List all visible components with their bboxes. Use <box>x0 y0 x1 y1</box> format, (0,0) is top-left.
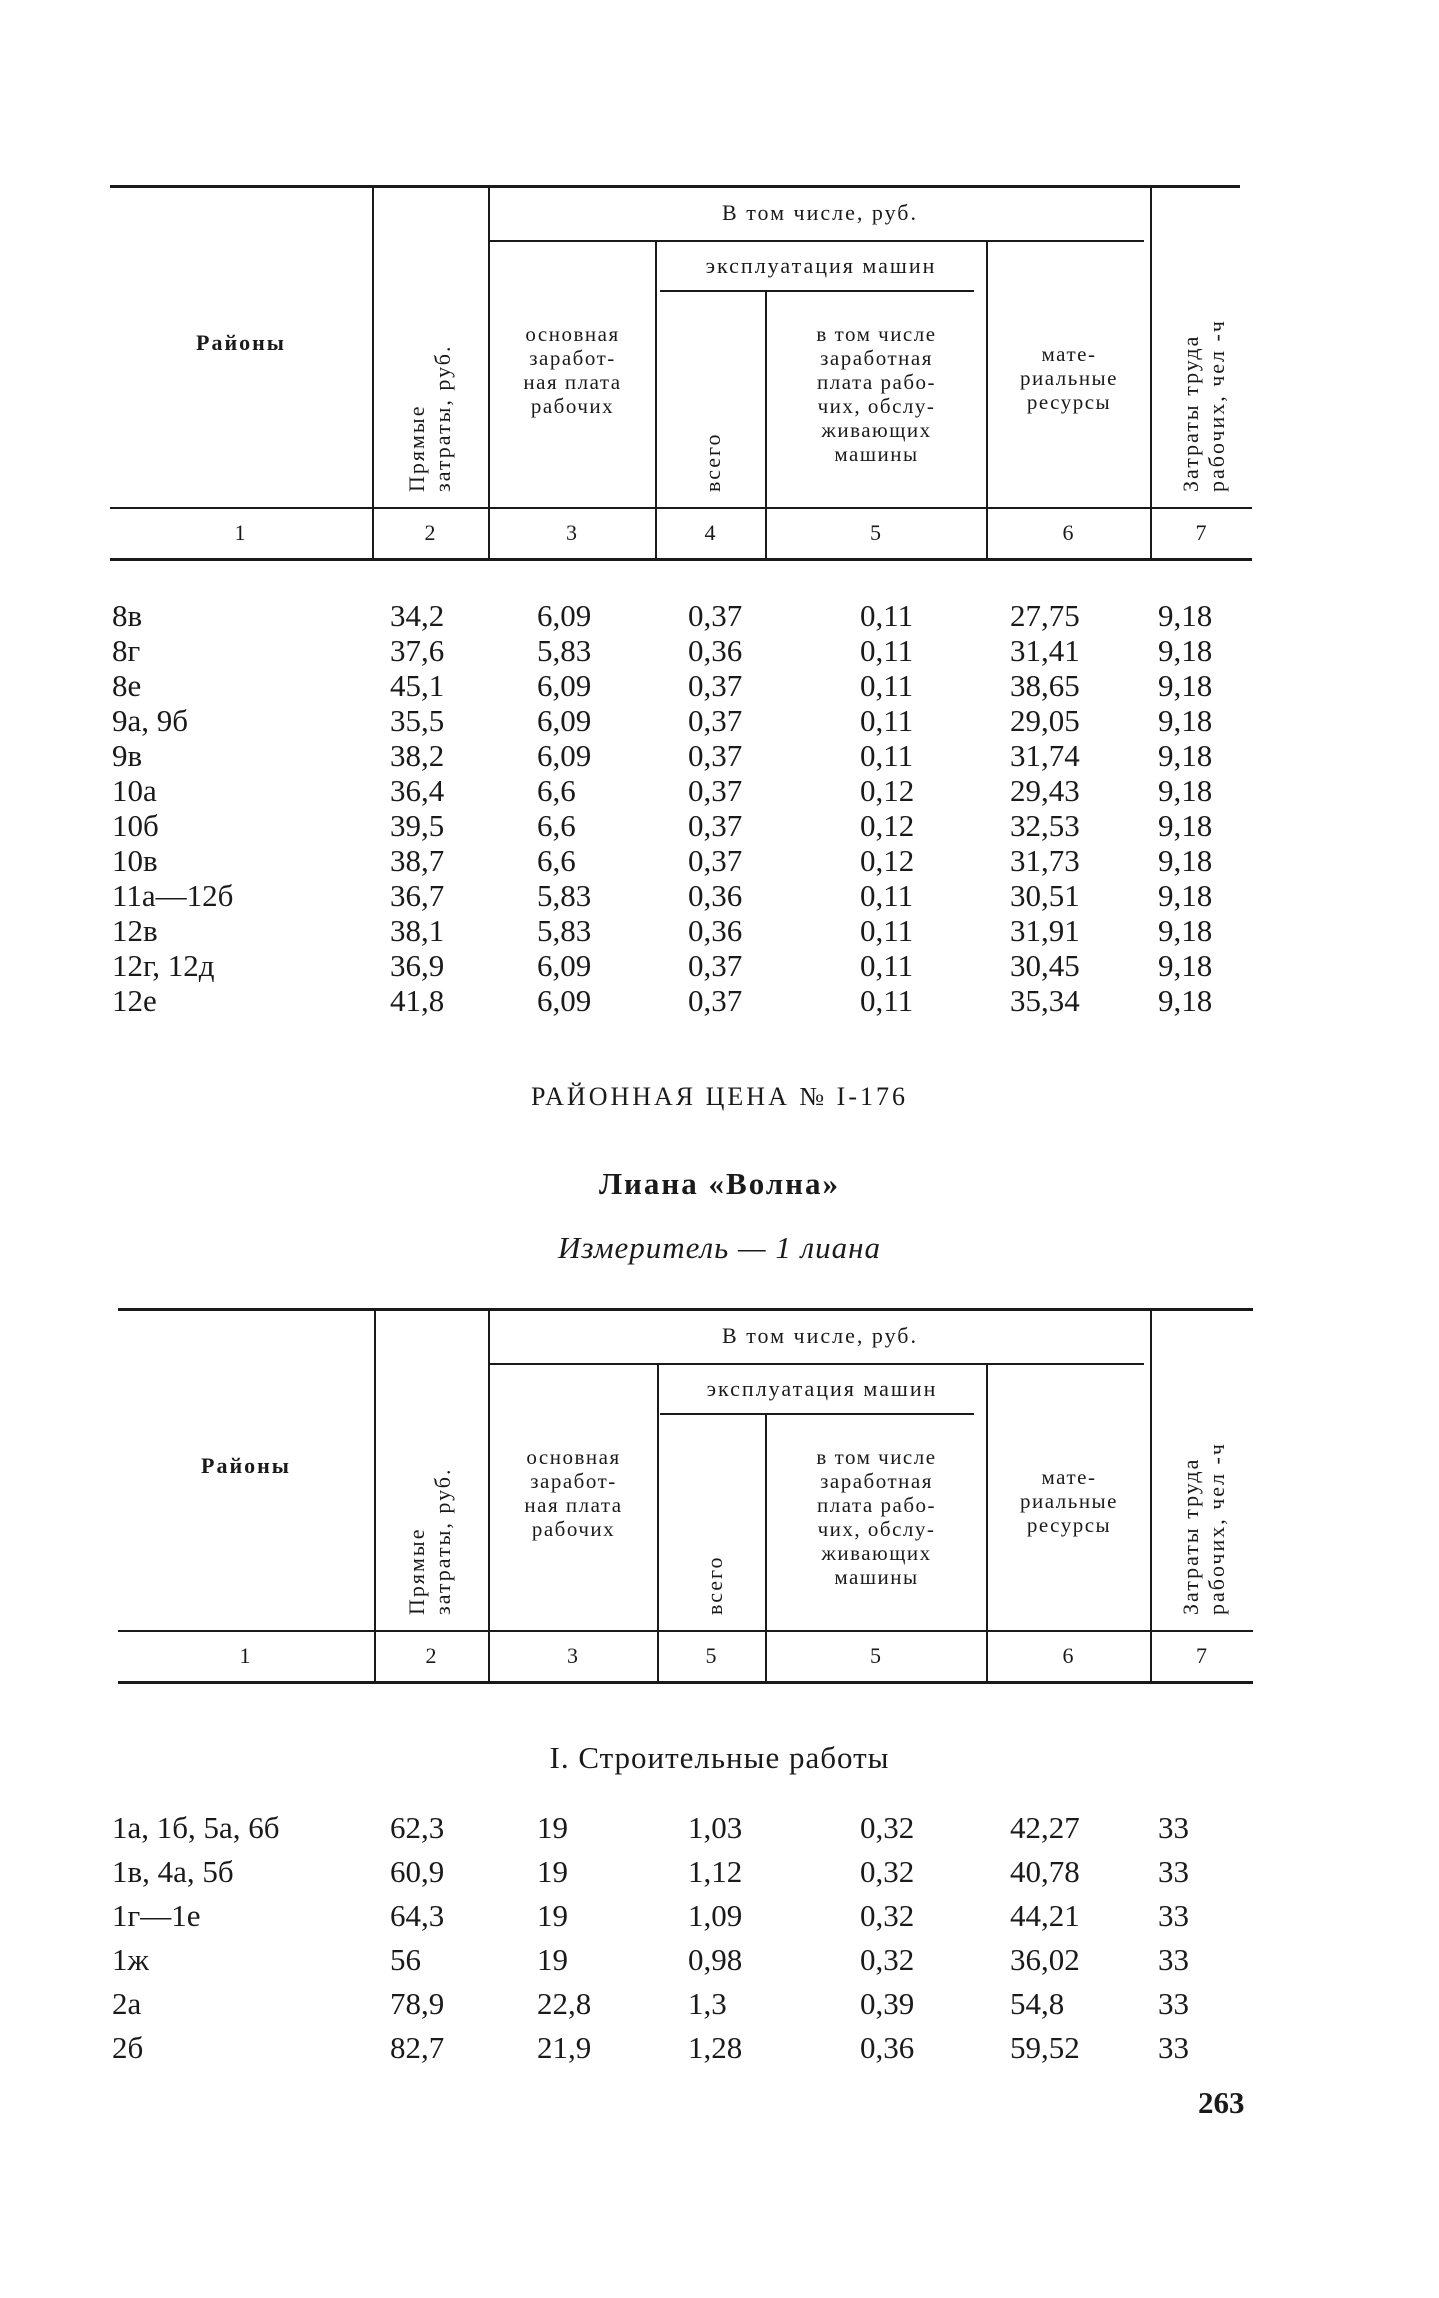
cell-labor: 33 <box>1158 1986 1189 2021</box>
cell-region: 1ж <box>112 1942 149 1977</box>
header-line: затраты, руб. <box>430 1467 455 1615</box>
cell-labor: 9,18 <box>1158 598 1213 633</box>
cell-labor: 9,18 <box>1158 668 1213 703</box>
cell-region: 10в <box>112 843 158 878</box>
table-row <box>0 1986 1439 2021</box>
table-row <box>0 703 1439 738</box>
cell-base-wages: 19 <box>537 1898 568 1933</box>
cell-direct-costs: 39,5 <box>390 808 445 843</box>
column-number: 5 <box>870 520 883 545</box>
cell-materials: 54,8 <box>1010 1986 1065 2021</box>
cell-labor: 9,18 <box>1158 633 1213 668</box>
header-line: Затраты труда <box>1178 1457 1203 1615</box>
header-line: основная <box>526 1445 621 1469</box>
cell-machine-wages: 0,11 <box>860 633 914 668</box>
header-line: рабочих <box>531 1517 616 1541</box>
cell-machine-wages: 0,11 <box>860 913 914 948</box>
cell-base-wages: 5,83 <box>537 878 592 913</box>
header-line: плата рабо- <box>817 370 936 394</box>
header-rule-3 <box>110 507 1252 509</box>
cell-machine-total: 0,36 <box>688 913 743 948</box>
cell-base-wages: 6,09 <box>537 668 592 703</box>
cell-machine-total: 1,09 <box>688 1898 743 1933</box>
cell-base-wages: 6,09 <box>537 703 592 738</box>
cell-region: 10б <box>112 808 159 843</box>
cell-direct-costs: 64,3 <box>390 1898 445 1933</box>
cell-region: 1г—1е <box>112 1898 201 1933</box>
table-header-bottom-rule <box>110 558 1252 561</box>
cell-labor: 9,18 <box>1158 983 1213 1018</box>
cell-materials: 38,65 <box>1010 668 1080 703</box>
header-line: риальные <box>1020 366 1118 390</box>
table-row <box>0 913 1439 948</box>
page-number: 263 <box>1198 2085 1245 2120</box>
cell-direct-costs: 60,9 <box>390 1854 445 1889</box>
cell-region: 2а <box>112 1986 142 2021</box>
cell-base-wages: 6,09 <box>537 738 592 773</box>
cell-region: 12е <box>112 983 157 1018</box>
cell-labor: 9,18 <box>1158 878 1213 913</box>
header-base-wages <box>490 1445 657 1541</box>
header-line: заработ- <box>530 1469 617 1493</box>
cell-materials: 29,05 <box>1010 703 1080 738</box>
header-line: заработная <box>820 1469 933 1493</box>
cell-labor: 9,18 <box>1158 948 1213 983</box>
cell-base-wages: 6,09 <box>537 983 592 1018</box>
cell-materials: 35,34 <box>1010 983 1080 1018</box>
table-row <box>0 1942 1439 1977</box>
column-number: 7 <box>1196 1643 1209 1668</box>
header-materials <box>988 1465 1150 1537</box>
cell-direct-costs: 38,2 <box>390 738 445 773</box>
col-divider <box>1150 1311 1152 1681</box>
cell-machine-wages: 0,11 <box>860 703 914 738</box>
cell-machine-total: 0,37 <box>688 843 743 878</box>
cell-direct-costs: 56 <box>390 1942 421 1977</box>
cell-labor: 9,18 <box>1158 808 1213 843</box>
table-row <box>0 983 1439 1018</box>
cell-materials: 30,51 <box>1010 878 1080 913</box>
column-number: 7 <box>1195 520 1209 545</box>
table-row <box>0 808 1439 843</box>
cell-materials: 32,53 <box>1010 808 1080 843</box>
header-rule-3 <box>118 1630 1253 1632</box>
header-line: основная <box>525 322 620 346</box>
header-line: машины <box>834 1565 919 1589</box>
column-number: 6 <box>1062 1643 1076 1668</box>
header-line: ная плата <box>523 370 622 394</box>
table-row <box>0 1810 1439 1845</box>
header-rule-1 <box>488 240 1144 242</box>
header-direct-costs <box>404 1468 456 1615</box>
cell-base-wages: 19 <box>537 1942 568 1977</box>
cell-machine-total: 0,36 <box>688 878 743 913</box>
header-line: мате- <box>1041 1465 1097 1489</box>
header-rule-2 <box>660 290 974 292</box>
header-line: заработная <box>820 346 933 370</box>
cell-base-wages: 5,83 <box>537 633 592 668</box>
header-rule-2 <box>660 1413 974 1415</box>
cell-labor: 9,18 <box>1158 913 1213 948</box>
cell-materials: 30,45 <box>1010 948 1080 983</box>
cell-labor: 9,18 <box>1158 703 1213 738</box>
cell-direct-costs: 38,1 <box>390 913 445 948</box>
header-line: чих, обслу- <box>817 394 936 418</box>
header-line: рабочих, чел -ч <box>1204 319 1229 492</box>
cell-machine-total: 0,37 <box>688 598 743 633</box>
cell-materials: 31,41 <box>1010 633 1080 668</box>
cell-materials: 29,43 <box>1010 773 1080 808</box>
cell-region: 1в, 4а, 5б <box>112 1854 234 1889</box>
cell-machine-wages: 0,32 <box>860 1810 915 1845</box>
header-line: риальные <box>1020 1489 1118 1513</box>
cell-machine-wages: 0,11 <box>860 738 914 773</box>
cell-base-wages: 19 <box>537 1810 568 1845</box>
cell-machine-wages: 0,12 <box>860 773 915 808</box>
header-machine-wages <box>767 322 986 466</box>
cell-region: 10а <box>112 773 157 808</box>
column-number: 5 <box>870 1643 883 1668</box>
table-header-bottom-rule <box>118 1681 1253 1684</box>
cell-direct-costs: 62,3 <box>390 1810 445 1845</box>
header-line: мате- <box>1041 342 1097 366</box>
cell-direct-costs: 78,9 <box>390 1986 445 2021</box>
section-title: I. Строительные работы <box>549 1740 890 1775</box>
table-2 <box>0 1118 1439 2158</box>
table-row <box>0 668 1439 703</box>
measure: Измеритель — 1 лиана <box>558 1230 881 1265</box>
cell-base-wages: 6,6 <box>537 808 576 843</box>
cell-base-wages: 6,09 <box>537 598 592 633</box>
header-line: Прямые <box>404 1527 429 1615</box>
header-regions: Районы <box>196 330 286 355</box>
price-heading: РАЙОННАЯ ЦЕНА № I-176 <box>531 1082 908 1111</box>
cell-region: 9в <box>112 738 143 773</box>
cell-labor: 9,18 <box>1158 773 1213 808</box>
cell-direct-costs: 38,7 <box>390 843 445 878</box>
column-number: 6 <box>1062 520 1076 545</box>
cell-direct-costs: 82,7 <box>390 2030 445 2065</box>
cell-machine-wages: 0,32 <box>860 1898 915 1933</box>
column-number: 4 <box>704 520 718 545</box>
cell-labor: 33 <box>1158 1942 1189 1977</box>
cell-labor: 33 <box>1158 1854 1189 1889</box>
product-title: Лиана «Волна» <box>598 1166 841 1201</box>
header-line: Затраты труда <box>1178 334 1203 492</box>
table-row <box>0 2030 1439 2065</box>
cell-materials: 31,91 <box>1010 913 1080 948</box>
column-number: 3 <box>567 1643 580 1668</box>
column-number: 2 <box>424 520 438 545</box>
col-divider <box>374 1311 376 1681</box>
col-divider <box>655 242 657 558</box>
cell-labor: 33 <box>1158 2030 1189 2065</box>
header-line: машины <box>834 442 919 466</box>
table-top-rule <box>118 1308 1253 1311</box>
header-direct-costs <box>404 345 456 492</box>
header-line: заработ- <box>529 346 616 370</box>
cell-machine-total: 0,37 <box>688 808 743 843</box>
cell-labor: 9,18 <box>1158 843 1213 878</box>
header-machine-operation: эксплуатация машин <box>706 1376 938 1401</box>
cell-direct-costs: 36,9 <box>390 948 445 983</box>
cell-region: 8е <box>112 668 142 703</box>
table-row <box>0 948 1439 983</box>
header-labor <box>1178 1442 1230 1615</box>
cell-region: 12в <box>112 913 158 948</box>
cell-materials: 36,02 <box>1010 1942 1080 1977</box>
header-machine-operation: эксплуатация машин <box>705 253 937 278</box>
cell-direct-costs: 41,8 <box>390 983 445 1018</box>
cell-base-wages: 6,6 <box>537 773 576 808</box>
cell-machine-wages: 0,11 <box>860 668 914 703</box>
cell-machine-wages: 0,11 <box>860 878 914 913</box>
cell-materials: 59,52 <box>1010 2030 1080 2065</box>
cell-machine-total: 0,37 <box>688 738 743 773</box>
cell-materials: 40,78 <box>1010 1854 1080 1889</box>
cell-base-wages: 19 <box>537 1854 568 1889</box>
header-line: рабочих, чел -ч <box>1204 1442 1229 1615</box>
cell-machine-wages: 0,12 <box>860 843 915 878</box>
header-line: чих, обслу- <box>817 1517 936 1541</box>
header-materials <box>988 342 1150 414</box>
cell-region: 2б <box>112 2030 144 2065</box>
table-row <box>0 843 1439 878</box>
cell-base-wages: 6,6 <box>537 843 576 878</box>
header-regions: Районы <box>201 1453 291 1478</box>
cell-labor: 33 <box>1158 1898 1189 1933</box>
table-top-rule <box>110 185 1240 188</box>
cell-direct-costs: 37,6 <box>390 633 445 668</box>
header-base-wages <box>490 322 655 418</box>
table-row <box>0 1898 1439 1933</box>
header-labor <box>1178 319 1230 492</box>
cell-materials: 44,21 <box>1010 1898 1080 1933</box>
header-line: затраты, руб. <box>430 344 455 492</box>
table-row <box>0 738 1439 773</box>
cell-region: 1а, 1б, 5а, 6б <box>112 1810 280 1845</box>
cell-region: 8г <box>112 633 141 668</box>
column-number: 3 <box>566 520 579 545</box>
cell-materials: 42,27 <box>1010 1810 1080 1845</box>
header-line: рабочих <box>530 394 615 418</box>
cell-direct-costs: 34,2 <box>390 598 445 633</box>
cell-machine-wages: 0,32 <box>860 1942 915 1977</box>
cell-machine-total: 0,37 <box>688 983 743 1018</box>
col-divider <box>372 188 374 558</box>
header-line: ресурсы <box>1026 390 1112 414</box>
cell-machine-total: 0,36 <box>688 633 743 668</box>
cell-direct-costs: 36,7 <box>390 878 445 913</box>
cell-labor: 33 <box>1158 1810 1189 1845</box>
header-including: В том числе, руб. <box>722 1323 918 1348</box>
cell-machine-total: 0,98 <box>688 1942 743 1977</box>
header-total: всего <box>702 1555 727 1615</box>
header-line: живающих <box>821 1541 932 1565</box>
cell-machine-wages: 0,11 <box>860 948 914 983</box>
col-divider <box>657 1365 659 1681</box>
cell-labor: 9,18 <box>1158 738 1213 773</box>
cell-machine-total: 1,28 <box>688 2030 743 2065</box>
header-line: плата рабо- <box>817 1493 936 1517</box>
cell-direct-costs: 35,5 <box>390 703 445 738</box>
header-line: Прямые <box>404 404 429 492</box>
cell-materials: 27,75 <box>1010 598 1080 633</box>
cell-machine-wages: 0,12 <box>860 808 915 843</box>
cell-machine-total: 1,3 <box>688 1986 727 2021</box>
header-including: В том числе, руб. <box>722 200 918 225</box>
cell-region: 8в <box>112 598 143 633</box>
cell-direct-costs: 36,4 <box>390 773 445 808</box>
cell-machine-total: 0,37 <box>688 703 743 738</box>
table-row <box>0 1854 1439 1889</box>
cell-machine-total: 1,03 <box>688 1810 743 1845</box>
cell-machine-total: 1,12 <box>688 1854 743 1889</box>
header-machine-wages <box>767 1445 986 1589</box>
cell-machine-wages: 0,39 <box>860 1986 915 2021</box>
col-divider <box>1150 188 1152 558</box>
cell-machine-wages: 0,36 <box>860 2030 915 2065</box>
table-row <box>0 773 1439 808</box>
table-row <box>0 878 1439 913</box>
table-row <box>0 598 1439 633</box>
cell-direct-costs: 45,1 <box>390 668 445 703</box>
cell-base-wages: 22,8 <box>537 1986 592 2021</box>
cell-machine-total: 0,37 <box>688 948 743 983</box>
header-line: живающих <box>821 418 932 442</box>
cell-machine-wages: 0,32 <box>860 1854 915 1889</box>
column-number: 2 <box>425 1643 439 1668</box>
cell-machine-wages: 0,11 <box>860 598 914 633</box>
header-line: в том числе <box>816 322 937 346</box>
cell-base-wages: 21,9 <box>537 2030 592 2065</box>
cell-region: 12г, 12д <box>112 948 215 983</box>
cell-region: 9а, 9б <box>112 703 189 738</box>
cell-materials: 31,73 <box>1010 843 1080 878</box>
column-number: 5 <box>705 1643 719 1668</box>
cell-machine-total: 0,37 <box>688 773 743 808</box>
cell-machine-wages: 0,11 <box>860 983 914 1018</box>
header-total: всего <box>700 432 725 492</box>
header-line: в том числе <box>816 1445 937 1469</box>
header-rule-1 <box>488 1363 1144 1365</box>
cell-machine-total: 0,37 <box>688 668 743 703</box>
column-number: 1 <box>234 520 248 545</box>
cell-base-wages: 5,83 <box>537 913 592 948</box>
column-number: 1 <box>239 1643 253 1668</box>
cell-region: 11а—12б <box>112 878 234 913</box>
table-1 <box>0 0 1439 1030</box>
header-line: ная плата <box>524 1493 623 1517</box>
cell-base-wages: 6,09 <box>537 948 592 983</box>
cell-materials: 31,74 <box>1010 738 1080 773</box>
header-line: ресурсы <box>1026 1513 1112 1537</box>
table-row <box>0 633 1439 668</box>
